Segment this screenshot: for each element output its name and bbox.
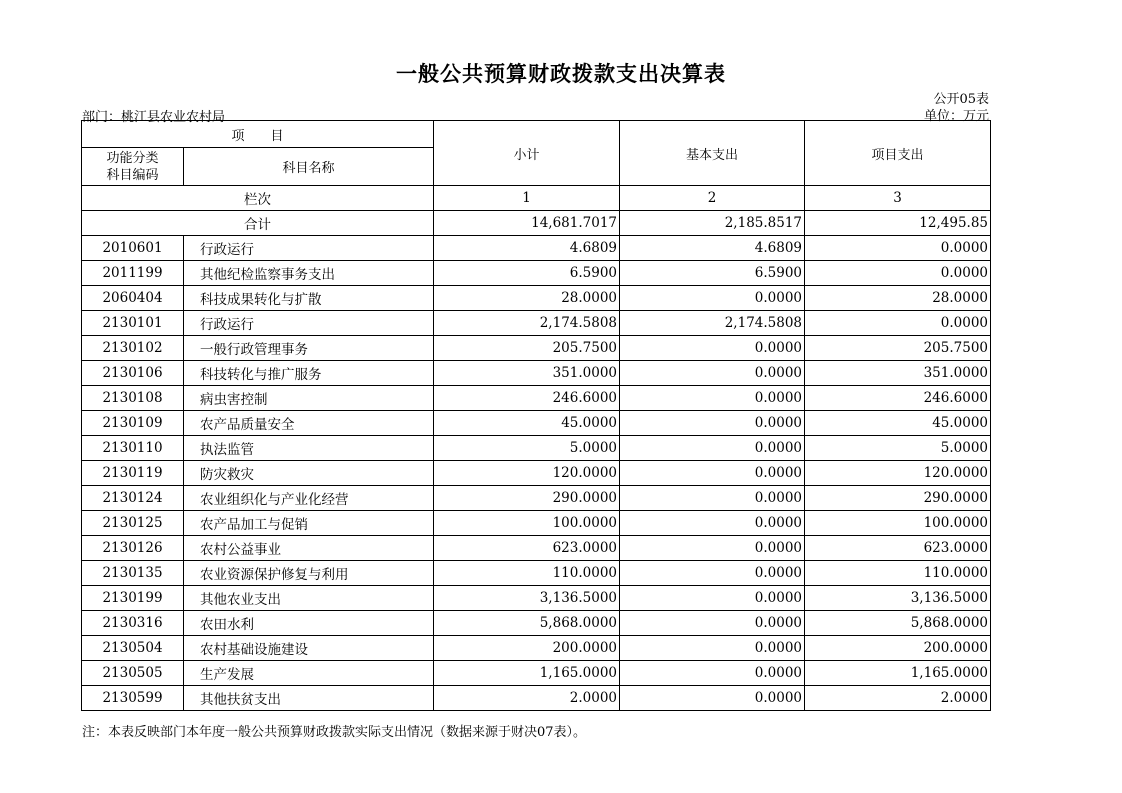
subject-name-cell: 农田水利 xyxy=(184,611,434,636)
table-row xyxy=(82,511,991,536)
project-expense-cell: 0.0000 xyxy=(805,311,991,336)
project-expense-cell: 205.7500 xyxy=(805,336,991,361)
subject-name-cell: 一般行政管理事务 xyxy=(184,336,434,361)
subtotal-cell: 290.0000 xyxy=(434,486,620,511)
basic-expense-cell: 0.0000 xyxy=(620,636,805,661)
subtotal-cell: 200.0000 xyxy=(434,636,620,661)
subject-name-cell: 行政运行 xyxy=(184,236,434,261)
table-row xyxy=(82,386,991,411)
project-expense-cell: 290.0000 xyxy=(805,486,991,511)
subject-name-cell: 农业组织化与产业化经营 xyxy=(184,486,434,511)
footnote: 注：本表反映部门本年度一般公共预算财政拨款实际支出情况（数据来源于财决07表）。 xyxy=(82,725,587,740)
basic-expense-cell: 6.5900 xyxy=(620,261,805,286)
project-expense-cell: 5,868.0000 xyxy=(805,611,991,636)
basic-expense-cell: 4.6809 xyxy=(620,236,805,261)
function-code-cell: 2130135 xyxy=(82,561,184,586)
basic-expense-cell: 0.0000 xyxy=(620,361,805,386)
basic-expense-cell: 0.0000 xyxy=(620,336,805,361)
subtotal-cell: 100.0000 xyxy=(434,511,620,536)
table-row xyxy=(82,336,991,361)
subject-name-cell: 科技成果转化与扩散 xyxy=(184,286,434,311)
basic-expense-cell: 0.0000 xyxy=(620,436,805,461)
subject-name-cell: 防灾救灾 xyxy=(184,461,434,486)
total-project: 12,495.85 xyxy=(805,211,991,236)
table-row xyxy=(82,586,991,611)
column-number-3: 3 xyxy=(805,186,991,211)
item-header: 项 目 xyxy=(82,121,434,148)
table-row xyxy=(82,661,991,686)
basic-expense-cell: 0.0000 xyxy=(620,286,805,311)
table-row xyxy=(82,536,991,561)
basic-expense-cell: 0.0000 xyxy=(620,561,805,586)
column-number-2: 2 xyxy=(620,186,805,211)
function-code-cell: 2130102 xyxy=(82,336,184,361)
project-expense-cell: 110.0000 xyxy=(805,561,991,586)
table-row xyxy=(82,486,991,511)
subtotal-cell: 623.0000 xyxy=(434,536,620,561)
subtotal-cell: 5,868.0000 xyxy=(434,611,620,636)
subtotal-cell: 120.0000 xyxy=(434,461,620,486)
basic-expense-cell: 0.0000 xyxy=(620,661,805,686)
basic-expense-cell: 0.0000 xyxy=(620,511,805,536)
project-expense-cell: 200.0000 xyxy=(805,636,991,661)
column-number-1: 1 xyxy=(434,186,620,211)
subtotal-cell: 351.0000 xyxy=(434,361,620,386)
table-row xyxy=(82,411,991,436)
subject-name-cell: 执法监管 xyxy=(184,436,434,461)
subject-name-cell: 农产品质量安全 xyxy=(184,411,434,436)
project-expense-cell: 1,165.0000 xyxy=(805,661,991,686)
function-code-cell: 2130101 xyxy=(82,311,184,336)
unit-label: 单位：万元 xyxy=(923,109,989,124)
project-expense-cell: 3,136.5000 xyxy=(805,586,991,611)
basic-expense-cell: 0.0000 xyxy=(620,486,805,511)
subject-name-cell: 农业资源保护修复与利用 xyxy=(184,561,434,586)
project-expense-cell: 351.0000 xyxy=(805,361,991,386)
column-label: 栏次 xyxy=(82,186,434,211)
subtotal-cell: 110.0000 xyxy=(434,561,620,586)
basic-expense-cell: 0.0000 xyxy=(620,411,805,436)
function-code-cell: 2010601 xyxy=(82,236,184,261)
report-title: 一般公共预算财政拨款支出决算表 xyxy=(396,61,726,86)
project-expense-cell: 246.6000 xyxy=(805,386,991,411)
subtotal-cell: 4.6809 xyxy=(434,236,620,261)
function-code-cell: 2130119 xyxy=(82,461,184,486)
table-row xyxy=(82,636,991,661)
table-row xyxy=(82,286,991,311)
subject-name-cell: 其他农业支出 xyxy=(184,586,434,611)
subtotal-cell: 205.7500 xyxy=(434,336,620,361)
function-code-cell: 2130199 xyxy=(82,586,184,611)
function-code-cell: 2130599 xyxy=(82,686,184,711)
table-row xyxy=(82,311,991,336)
subject-name-cell: 科技转化与推广服务 xyxy=(184,361,434,386)
basic-expense-cell: 0.0000 xyxy=(620,611,805,636)
function-code-cell: 2130505 xyxy=(82,661,184,686)
table-row xyxy=(82,436,991,461)
subject-name-cell: 生产发展 xyxy=(184,661,434,686)
total-row xyxy=(82,211,991,236)
project-expense-header: 项目支出 xyxy=(805,121,991,186)
expenditure-table xyxy=(81,120,991,711)
table-row xyxy=(82,611,991,636)
total-label: 合计 xyxy=(82,211,434,236)
basic-expense-cell: 0.0000 xyxy=(620,586,805,611)
function-code-cell: 2060404 xyxy=(82,286,184,311)
function-code-cell: 2011199 xyxy=(82,261,184,286)
basic-expense-cell: 2,174.5808 xyxy=(620,311,805,336)
project-expense-cell: 0.0000 xyxy=(805,261,991,286)
project-expense-cell: 45.0000 xyxy=(805,411,991,436)
function-code-cell: 2130316 xyxy=(82,611,184,636)
subject-name-cell: 其他扶贫支出 xyxy=(184,686,434,711)
subject-name-cell: 病虫害控制 xyxy=(184,386,434,411)
subject-name-cell: 农产品加工与促销 xyxy=(184,511,434,536)
table-row xyxy=(82,261,991,286)
basic-expense-cell: 0.0000 xyxy=(620,461,805,486)
function-code-cell: 2130125 xyxy=(82,511,184,536)
basic-expense-cell: 0.0000 xyxy=(620,386,805,411)
form-number: 公开05表 xyxy=(933,92,989,107)
project-expense-cell: 120.0000 xyxy=(805,461,991,486)
basic-expense-header: 基本支出 xyxy=(620,121,805,186)
subtotal-cell: 6.5900 xyxy=(434,261,620,286)
table-row xyxy=(82,361,991,386)
function-code-cell: 2130126 xyxy=(82,536,184,561)
basic-expense-cell: 0.0000 xyxy=(620,536,805,561)
department-label: 部门：桃江县农业农村局 xyxy=(82,110,226,125)
subtotal-cell: 2.0000 xyxy=(434,686,620,711)
subject-name-cell: 行政运行 xyxy=(184,311,434,336)
function-code-cell: 2130109 xyxy=(82,411,184,436)
subject-name-cell: 农村公益事业 xyxy=(184,536,434,561)
header-row-1 xyxy=(82,121,991,148)
column-number-row xyxy=(82,186,991,211)
subtotal-cell: 2,174.5808 xyxy=(434,311,620,336)
table-row xyxy=(82,561,991,586)
subtotal-cell: 45.0000 xyxy=(434,411,620,436)
subtotal-cell: 3,136.5000 xyxy=(434,586,620,611)
project-expense-cell: 2.0000 xyxy=(805,686,991,711)
function-code-cell: 2130108 xyxy=(82,386,184,411)
subject-name-cell: 农村基础设施建设 xyxy=(184,636,434,661)
function-code-cell: 2130504 xyxy=(82,636,184,661)
subtotal-cell: 1,165.0000 xyxy=(434,661,620,686)
subtotal-header: 小计 xyxy=(434,121,620,186)
table-row xyxy=(82,461,991,486)
function-code-cell: 2130106 xyxy=(82,361,184,386)
table-row xyxy=(82,686,991,711)
project-expense-cell: 100.0000 xyxy=(805,511,991,536)
function-code-cell: 2130124 xyxy=(82,486,184,511)
project-expense-cell: 0.0000 xyxy=(805,236,991,261)
function-code-header: 功能分类 科目编码 xyxy=(82,148,184,186)
project-expense-cell: 28.0000 xyxy=(805,286,991,311)
subject-name-header: 科目名称 xyxy=(184,148,434,186)
subtotal-cell: 246.6000 xyxy=(434,386,620,411)
subject-name-cell: 其他纪检监察事务支出 xyxy=(184,261,434,286)
total-basic: 2,185.8517 xyxy=(620,211,805,236)
function-code-cell: 2130110 xyxy=(82,436,184,461)
project-expense-cell: 5.0000 xyxy=(805,436,991,461)
subtotal-cell: 5.0000 xyxy=(434,436,620,461)
table-row xyxy=(82,236,991,261)
basic-expense-cell: 0.0000 xyxy=(620,686,805,711)
project-expense-cell: 623.0000 xyxy=(805,536,991,561)
subtotal-cell: 28.0000 xyxy=(434,286,620,311)
total-subtotal: 14,681.7017 xyxy=(434,211,620,236)
